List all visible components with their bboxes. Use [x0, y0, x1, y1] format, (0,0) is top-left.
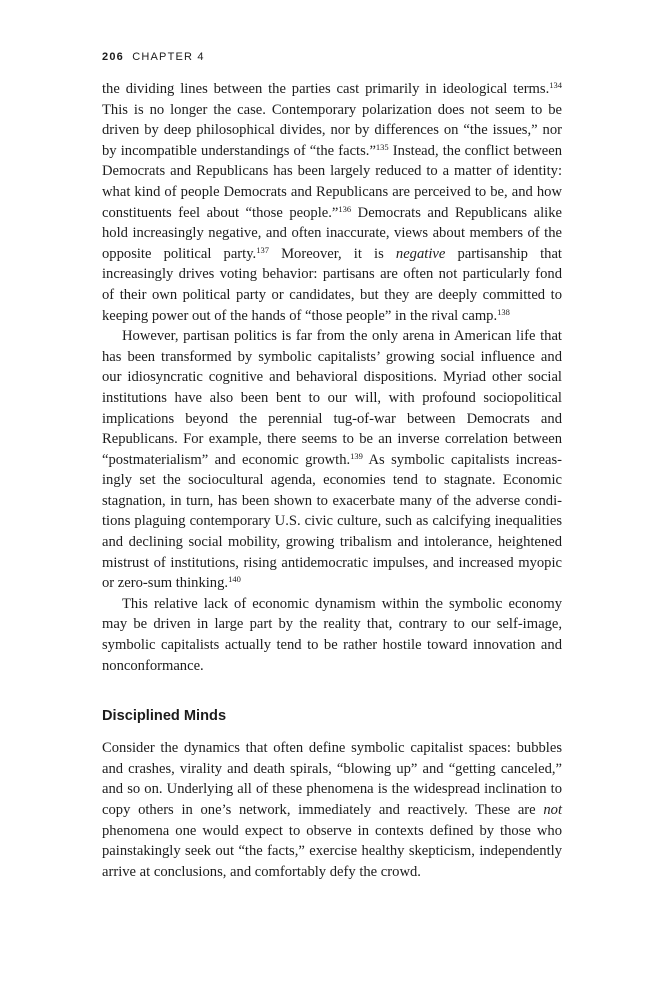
page-number: 206	[102, 51, 124, 63]
endnote-ref-137[interactable]: 137	[256, 244, 269, 255]
text-run: partisanship that increasingly drives voting behavior: partisans are often not particularly fond of their own political party or candidates, but they are deeply committed to keeping power out of the hands of “those people” in the rival camp.	[102, 245, 562, 324]
emphasis-not: not	[543, 802, 562, 818]
text-run: Instead, the conflict between Democrats and Republicans has been largely reduced to a matter of identity: what kind of people Democrats and Republicans are perceived to be, and how constituents feel about “those people.”	[102, 142, 562, 221]
section-heading: Disciplined Minds	[102, 708, 227, 725]
text-run: Consider the dynamics that often define symbolic capitalist spaces: bubbles and crashes, virality and death spirals, “blowing up” and “getting canceled,” and so on. Underlying all of these phenomena is the widespread inclination to copy others in one’s network, immediately and reactively. These are	[102, 740, 562, 818]
text-run: However, partisan politics is far from the only arena in American life that has been transformed by symbolic capitalists’ growing social influence and our idiosyncratic cognitive and behavioral dispositions. Myriad other social institutions have also been bent to our will, with profound sociopolitical implications beyond the perennial tug-of-war between Democrats and Republicans. For example, there seems to be an inverse correlation between “postmaterialism” and economic growth.	[102, 328, 562, 468]
paragraph-2	[102, 326, 562, 594]
text-run: This relative lack of economic dynamism within the symbolic economy may be driven in large part by the reality that, contrary to our self-image, symbolic capitalists actually tend to be rather hostile toward innovation and nonconformance.	[102, 595, 562, 674]
text-run: Democrats and Republicans alike hold increasingly negative, and often inaccurate, views about members of the opposite political party.	[102, 204, 562, 262]
text-run: As symbolic capitalists increasingly set the sociocultural agenda, economies tend to stagnate. Economic stagnation, in turn, has been shown to exacerbate many of the adverse conditions plaguing contemporary U.S. civic culture, such as calcifying inequalities and declining social mobility, growing tribalism and intolerance, heightened mistrust of institutions, rising antidemocratic impulses, and increased myopic or zero-sum thinking.	[102, 451, 562, 592]
chapter-label: CHAPTER 4	[132, 51, 205, 63]
paragraph-3	[102, 594, 562, 676]
endnote-ref-135[interactable]: 135	[375, 141, 389, 152]
endnote-ref-136[interactable]: 136	[338, 203, 352, 214]
endnote-ref-140[interactable]: 140	[228, 574, 241, 585]
endnote-ref-134[interactable]: 134	[549, 80, 562, 90]
section-paragraph	[102, 738, 562, 882]
endnote-ref-139[interactable]: 139	[350, 450, 363, 461]
text-run: Moreover, it is	[268, 245, 396, 262]
emphasis-negative: negative	[395, 245, 446, 262]
text-run: This is no longer the case. Contemporary polarization does not seem to be driven by deep philosophical divides, nor by differences on “the issues,” nor by incompatible understandings of “the facts.”	[102, 101, 562, 159]
endnote-ref-138[interactable]: 138	[497, 306, 510, 317]
text-run: phenomena one would expect to observe in contexts defined by those who painstakingly seek out “the facts,” exercise healthy skepticism, independently arrive at conclusions, and comfortably defy the crowd.	[102, 822, 562, 880]
running-head	[102, 51, 205, 63]
body-text	[102, 79, 562, 882]
paragraph-1	[102, 79, 562, 326]
text-run: the dividing lines between the parties cast primarily in ideological terms.	[102, 81, 550, 97]
